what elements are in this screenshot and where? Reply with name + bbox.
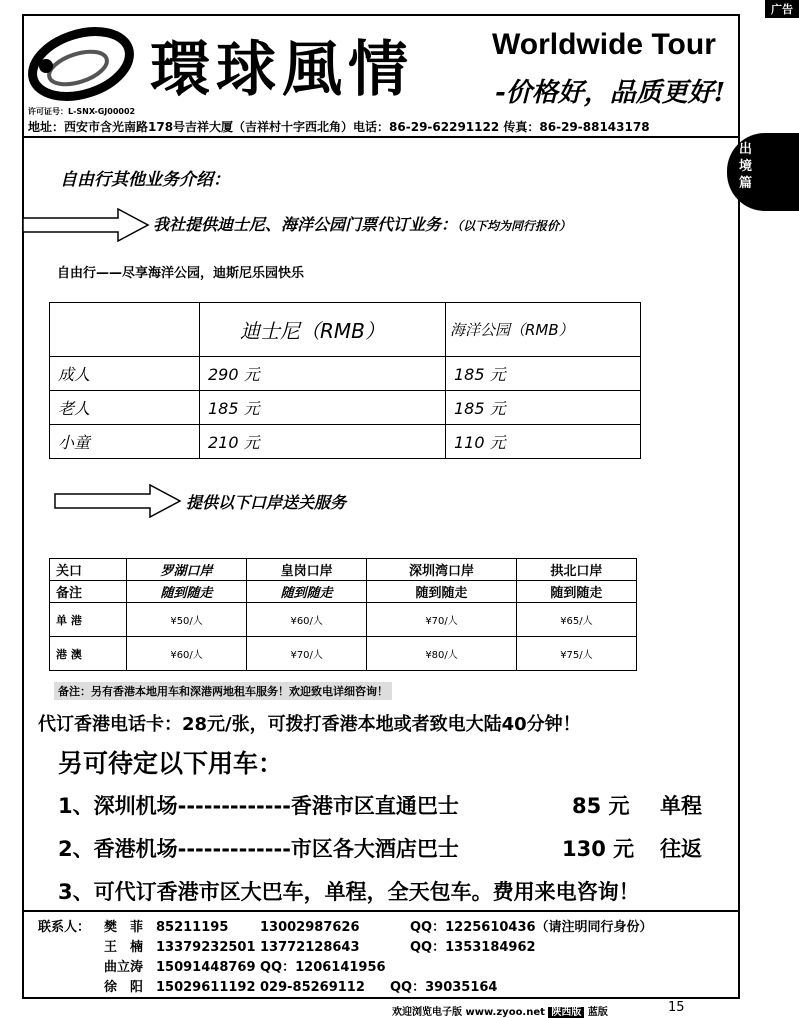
table-cell: ¥70/人	[367, 603, 517, 637]
car-item-route: 2、香港机场-------------市区各大酒店巴士	[58, 837, 459, 861]
contact-phone: 13379232501	[156, 940, 256, 955]
edition-badge: 陕西版	[548, 1007, 584, 1018]
ad-tag: 广告	[765, 0, 799, 18]
contact-name: 徐 阳	[104, 980, 144, 995]
header-divider	[22, 136, 740, 138]
table-header-cell	[50, 303, 200, 357]
edition-label: 蓝版	[587, 1007, 608, 1018]
table-cell: 210 元	[200, 425, 446, 459]
table-cell: 单 港	[50, 603, 127, 637]
contact-row	[38, 978, 653, 998]
transfer-service-label: 提供以下口岸送关服务	[186, 493, 347, 512]
contact-name: 樊 菲	[104, 920, 144, 935]
car-item-price: 130 元	[562, 837, 635, 861]
brand-title: 環球風情	[150, 35, 414, 105]
border-port-table	[49, 558, 637, 671]
ticket-service-text: 我社提供迪士尼、海洋公园门票代订业务：	[153, 215, 458, 234]
table-row	[50, 391, 641, 425]
contact-row	[38, 938, 653, 958]
table-cell: 深圳湾口岸	[367, 559, 517, 581]
contact-phone: 15029611192	[156, 980, 256, 995]
contacts-block	[38, 918, 653, 998]
table-cell: 皇岗口岸	[247, 559, 367, 581]
table-cell: ¥70/人	[247, 637, 367, 671]
table-cell: 185 元	[200, 391, 446, 425]
table-cell: 港 澳	[50, 637, 127, 671]
table-cell: 备注	[50, 581, 127, 603]
table-cell: 罗湖口岸	[127, 559, 247, 581]
contact-phone: 029-85269112	[260, 980, 365, 995]
arrow-right-icon	[54, 484, 182, 518]
brand-english: Worldwide Tour	[492, 28, 716, 61]
contact-phone: 15091448769	[156, 960, 256, 975]
ticket-service-note: （以下均为同行报价）	[457, 219, 572, 233]
contact-qq: QQ：1206141956	[260, 960, 386, 975]
table-cell: 成人	[50, 357, 200, 391]
table-header-cell: 迪士尼（RMB）	[200, 303, 446, 357]
contact-name: 曲立涛	[104, 960, 144, 975]
contact-row	[38, 958, 653, 978]
side-tab	[727, 133, 799, 211]
table-row	[50, 425, 641, 459]
table-cell: ¥80/人	[367, 637, 517, 671]
car-item-route: 1、深圳机场-------------香港市区直通巴士	[58, 794, 459, 818]
table-row	[50, 559, 637, 581]
car-item-price: 85 元	[572, 794, 630, 818]
table-cell: ¥60/人	[127, 637, 247, 671]
table-cell: 110 元	[446, 425, 641, 459]
section-title: 自由行其他业务介绍：	[60, 170, 230, 190]
phone-card-info: 代订香港电话卡：28元/张，可拨打香港本地或者致电大陆40分钟！	[38, 714, 581, 735]
contact-phone: 85211195	[156, 920, 229, 935]
table-header-row	[50, 303, 641, 357]
table-row	[50, 637, 637, 671]
globe-logo-icon	[26, 22, 136, 104]
table-cell: ¥60/人	[247, 603, 367, 637]
table-cell: 小童	[50, 425, 200, 459]
contact-qq: QQ：39035164	[390, 980, 498, 995]
footer	[392, 1003, 608, 1018]
table-row	[50, 357, 641, 391]
table-cell: 拱北口岸	[516, 559, 636, 581]
car-item-type: 单程	[660, 794, 702, 818]
table-cell: 185 元	[446, 391, 641, 425]
car-item-type: 往返	[660, 837, 702, 861]
table-cell: ¥50/人	[127, 603, 247, 637]
ticket-service-label	[153, 212, 571, 235]
car-service-title: 另可待定以下用车：	[58, 749, 284, 778]
arrow-right-icon	[22, 208, 150, 242]
table-cell: ¥75/人	[516, 637, 636, 671]
contact-qq: QQ：1353184962	[410, 940, 536, 955]
table-cell: 185 元	[446, 357, 641, 391]
contacts-divider	[22, 910, 740, 912]
table-cell: 关口	[50, 559, 127, 581]
contact-qq: QQ：1225610436（请注明同行身份）	[410, 920, 653, 935]
license-number: 许可证号：L-SNX-GJ00002	[28, 107, 136, 116]
table-cell: ¥65/人	[516, 603, 636, 637]
car-item-3: 3、可代订香港市区大巴车，单程，全天包车。费用来电咨询！	[58, 880, 640, 904]
tagline: 自由行——尽享海洋公园，迪斯尼乐园快乐	[57, 266, 305, 281]
table-cell: 随到随走	[367, 581, 517, 603]
footer-text: 欢迎浏览电子版 www.zyoo.net	[392, 1007, 545, 1018]
table-cell: 随到随走	[127, 581, 247, 603]
table-cell: 随到随走	[516, 581, 636, 603]
side-tab-label: 出境篇	[739, 142, 753, 191]
table-row	[50, 603, 637, 637]
contacts-label: 联系人：	[38, 920, 91, 935]
contact-row	[38, 918, 653, 938]
contact-phone: 13772128643	[260, 940, 360, 955]
page-number: 15	[668, 1000, 685, 1015]
table-header-cell: 海洋公园（RMB）	[446, 303, 641, 357]
address-line: 地址：西安市含光南路178号吉祥大厦（吉祥村十字西北角）电话：86-29-62291122 传真：86-29-88143178	[28, 120, 650, 134]
table-cell: 随到随走	[247, 581, 367, 603]
table-row	[50, 581, 637, 603]
ticket-price-table	[49, 302, 641, 459]
slogan: -价格好，品质更好!	[495, 78, 726, 108]
service-note: 备注：另有香港本地用车和深港两地租车服务！欢迎致电详细咨询！	[54, 682, 392, 700]
contact-phone: 13002987626	[260, 920, 360, 935]
contact-name: 王 楠	[104, 940, 144, 955]
table-cell: 老人	[50, 391, 200, 425]
table-cell: 290 元	[200, 357, 446, 391]
